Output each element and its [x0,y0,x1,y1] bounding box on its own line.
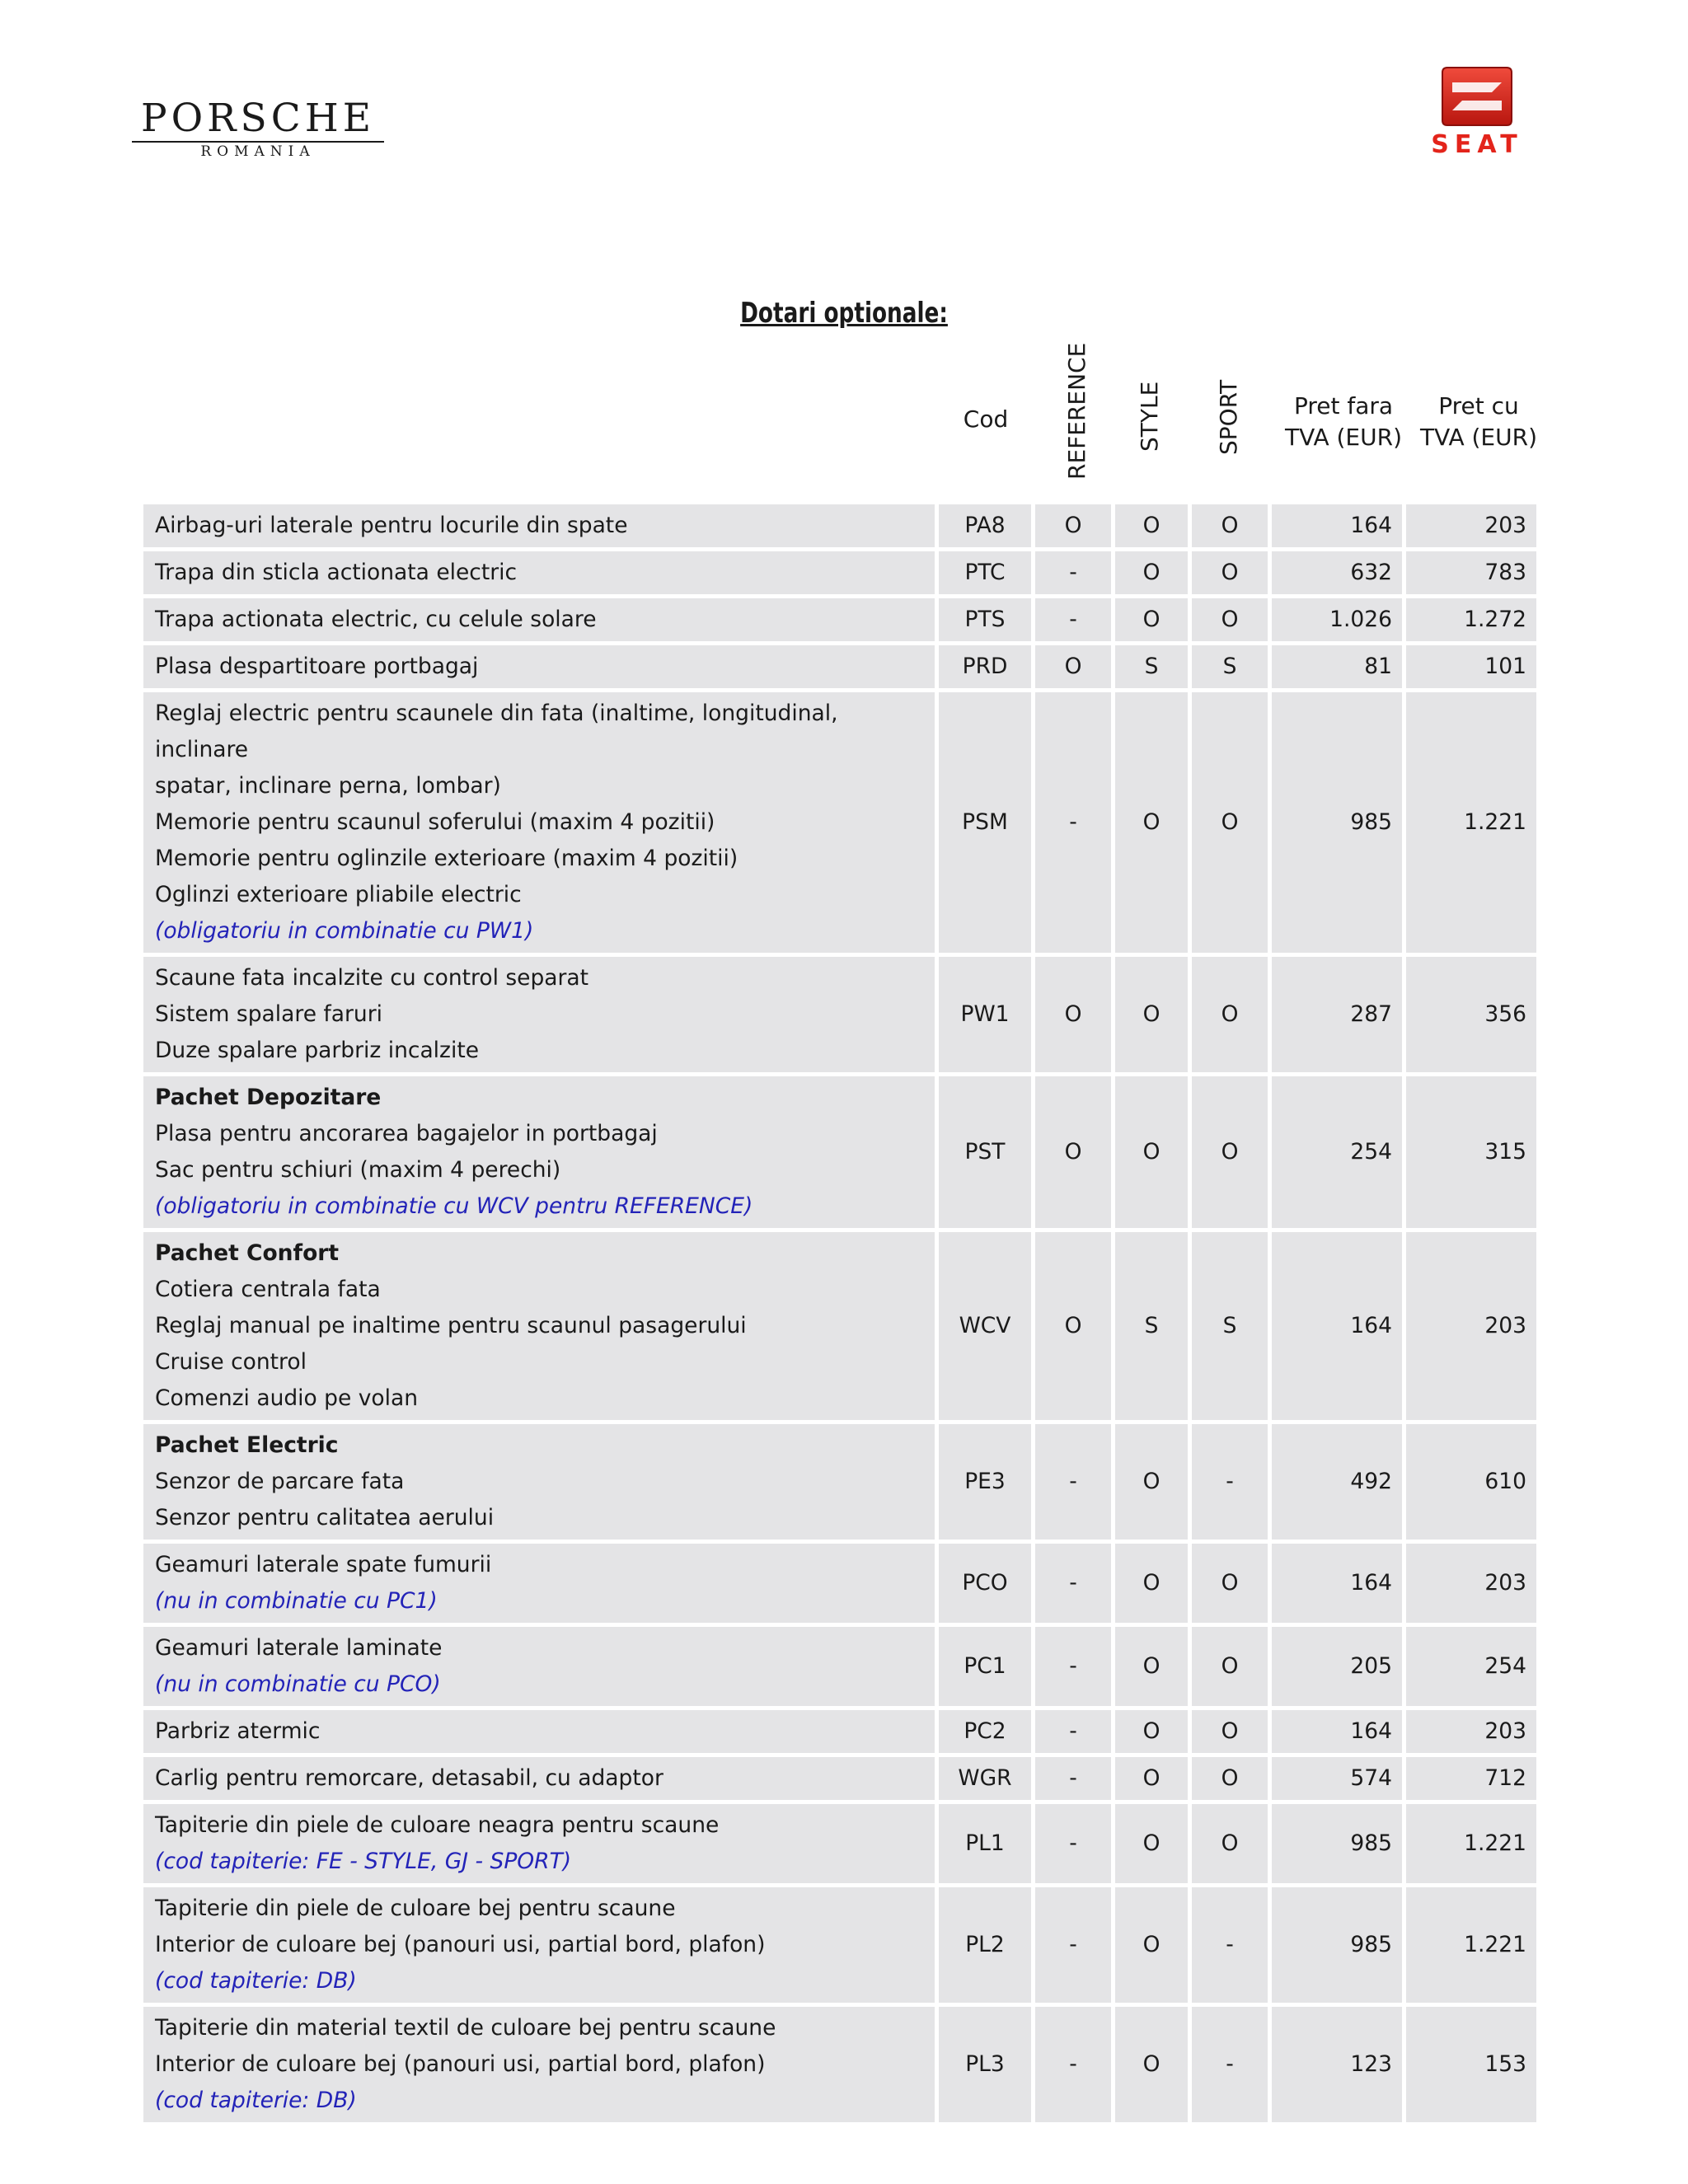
option-code: PRD [939,645,1031,688]
option-line: Interior de culoare bej (panouri usi, partial bord, plafon) [155,2051,766,2077]
option-line: spatar, inclinare perna, lombar) [155,773,501,799]
style-availability: O [1115,1076,1188,1228]
price-with-vat: 153 [1406,2007,1536,2122]
option-line: Carlig pentru remorcare, detasabil, cu adaptor [155,1765,663,1791]
table-row [143,1424,1536,1540]
option-description [143,1544,935,1623]
option-line: Airbag-uri laterale pentru locurile din spate [155,513,628,538]
sport-availability: O [1192,598,1268,641]
price-without-vat: 985 [1272,1804,1402,1883]
option-line: Reglaj manual pe inaltime pentru scaunul pasagerului [155,1313,747,1338]
option-code: WGR [939,1757,1031,1800]
options-table-body [143,504,1536,2122]
option-line: Plasa despartitoare portbagaj [155,654,479,679]
price-with-vat: 1.221 [1406,692,1536,953]
price-without-vat: 574 [1272,1757,1402,1800]
package-title: Pachet Electric [155,1432,339,1458]
price-without-vat: 254 [1272,1076,1402,1228]
option-description [143,957,935,1072]
reference-availability: - [1035,692,1111,953]
option-line: Senzor pentru calitatea aerului [155,1505,495,1530]
option-line: Comenzi audio pe volan [155,1385,419,1411]
column-header-reference: REFERENCE [1063,342,1090,480]
option-code: PL1 [939,1804,1031,1883]
sport-availability: O [1192,504,1268,547]
option-code: PTS [939,598,1031,641]
porsche-logo-sub: ROMANIA [200,143,316,160]
price-without-vat: 1.026 [1272,598,1402,641]
option-line: Oglinzi exterioare pliabile electric [155,882,522,907]
style-availability: O [1115,504,1188,547]
reference-availability: - [1035,1757,1111,1800]
sport-availability: O [1192,1804,1268,1883]
price-with-vat: 203 [1406,1232,1536,1420]
reference-availability: - [1035,1627,1111,1706]
price-with-vat: 315 [1406,1076,1536,1228]
price-without-vat: 985 [1272,692,1402,953]
option-note: (obligatoriu in combinatie cu WCV pentru REFERENCE) [155,1193,753,1219]
option-description [143,645,935,688]
style-availability: S [1115,645,1188,688]
options-table [139,500,1540,2126]
option-description [143,2007,935,2122]
option-line: Memorie pentru scaunul soferului (maxim 4 pozitii) [155,809,715,835]
reference-availability: - [1035,1804,1111,1883]
column-header-pret-cu [1411,391,1546,453]
reference-availability: - [1035,1710,1111,1753]
column-header-style: STYLE [1136,381,1163,452]
price-without-vat: 164 [1272,1232,1402,1420]
option-line: Tapiterie din piele de culoare bej pentru scaune [155,1896,676,1921]
option-line: Trapa actionata electric, cu celule solare [155,607,597,632]
option-description [143,1887,935,2003]
option-line: Senzor de parcare fata [155,1469,405,1494]
sport-availability: S [1192,1232,1268,1420]
sport-availability: O [1192,551,1268,594]
sport-availability: O [1192,692,1268,953]
style-availability: O [1115,1804,1188,1883]
porsche-romania-logo [132,97,384,161]
table-row [143,1757,1536,1800]
option-line: Sistem spalare faruri [155,1001,382,1027]
table-row [143,1887,1536,2003]
price-with-vat: 712 [1406,1757,1536,1800]
price-with-vat: 254 [1406,1627,1536,1706]
style-availability: O [1115,1424,1188,1540]
table-row [143,504,1536,547]
price-with-vat: 203 [1406,1544,1536,1623]
style-availability: O [1115,1887,1188,2003]
style-availability: O [1115,1627,1188,1706]
sport-availability: - [1192,1424,1268,1540]
column-header-pret-fara [1276,391,1411,453]
option-line: Tapiterie din piele de culoare neagra pentru scaune [155,1812,720,1838]
option-description [143,1710,935,1753]
table-row [143,1544,1536,1623]
sport-availability: O [1192,1544,1268,1623]
reference-availability: - [1035,1424,1111,1540]
reference-availability: - [1035,551,1111,594]
porsche-logo-word: PORSCHE [132,97,384,143]
sport-availability: O [1192,1757,1268,1800]
style-availability: S [1115,1232,1188,1420]
column-header-sport: SPORT [1215,379,1242,455]
package-title: Pachet Confort [155,1240,340,1266]
table-row [143,645,1536,688]
style-availability: O [1115,2007,1188,2122]
option-line: Trapa din sticla actionata electric [155,560,518,585]
option-description [143,598,935,641]
reference-availability: - [1035,598,1111,641]
table-row [143,692,1536,953]
seat-logo-word: SEAT [1431,130,1523,159]
price-without-vat: 164 [1272,1544,1402,1623]
price-with-vat: 1.221 [1406,1804,1536,1883]
option-line: Geamuri laterale laminate [155,1635,443,1661]
option-line: Plasa pentru ancorarea bagajelor in portbagaj [155,1121,658,1146]
pret-fara-line-1: Pret fara [1293,392,1394,419]
price-with-vat: 610 [1406,1424,1536,1540]
style-availability: O [1115,1757,1188,1800]
option-line: Duze spalare parbriz incalzite [155,1038,480,1063]
table-row [143,957,1536,1072]
sport-availability: - [1192,2007,1268,2122]
price-with-vat: 203 [1406,504,1536,547]
option-note: (obligatoriu in combinatie cu PW1) [155,918,534,944]
option-code: PA8 [939,504,1031,547]
option-line: Tapiterie din material textil de culoare bej pentru scaune [155,2015,776,2041]
option-description [143,692,935,953]
option-code: PE3 [939,1424,1031,1540]
option-description [143,551,935,594]
price-without-vat: 492 [1272,1424,1402,1540]
reference-availability: O [1035,1232,1111,1420]
page-title: Dotari optionale: [740,297,948,330]
option-code: WCV [939,1232,1031,1420]
style-availability: O [1115,1710,1188,1753]
option-description [143,1424,935,1540]
price-with-vat: 1.221 [1406,1887,1536,2003]
sport-availability: O [1192,1627,1268,1706]
sport-availability: S [1192,645,1268,688]
price-without-vat: 287 [1272,957,1402,1072]
style-availability: O [1115,1544,1188,1623]
price-without-vat: 632 [1272,551,1402,594]
option-note: (nu in combinatie cu PC1) [155,1588,438,1614]
style-availability: O [1115,598,1188,641]
table-row [143,1627,1536,1706]
seat-logo [1411,64,1543,159]
pret-fara-line-2: TVA (EUR) [1284,424,1402,451]
reference-availability: O [1035,504,1111,547]
price-with-vat: 1.272 [1406,598,1536,641]
option-line: Cruise control [155,1349,307,1375]
sport-availability: O [1192,957,1268,1072]
option-note: (cod tapiterie: FE - STYLE, GJ - SPORT) [155,1849,572,1874]
option-line: Sac pentru schiuri (maxim 4 perechi) [155,1157,561,1183]
option-line: Scaune fata incalzite cu control separat [155,965,589,991]
option-description [143,1757,935,1800]
option-note: (nu in combinatie cu PCO) [155,1671,441,1697]
option-code: PST [939,1076,1031,1228]
price-with-vat: 101 [1406,645,1536,688]
option-code: PL2 [939,1887,1031,2003]
price-without-vat: 81 [1272,645,1402,688]
option-code: PTC [939,551,1031,594]
option-description [143,504,935,547]
price-with-vat: 783 [1406,551,1536,594]
table-row [143,1710,1536,1753]
sport-availability: O [1192,1076,1268,1228]
option-description [143,1232,935,1420]
package-title: Pachet Depozitare [155,1085,382,1110]
style-availability: O [1115,692,1188,953]
option-description [143,1804,935,1883]
column-header-cod: Cod [963,405,1009,433]
price-without-vat: 164 [1272,504,1402,547]
option-note: (cod tapiterie: DB) [155,2088,357,2113]
option-line: Interior de culoare bej (panouri usi, partial bord, plafon) [155,1932,766,1957]
reference-availability: - [1035,1544,1111,1623]
option-code: PC2 [939,1710,1031,1753]
seat-emblem-icon [1439,64,1515,129]
style-availability: O [1115,551,1188,594]
table-row [143,1232,1536,1420]
option-line: Parbriz atermic [155,1718,321,1744]
sport-availability: O [1192,1710,1268,1753]
option-line: Geamuri laterale spate fumurii [155,1552,492,1577]
price-without-vat: 205 [1272,1627,1402,1706]
option-note: (cod tapiterie: DB) [155,1968,357,1994]
table-row [143,1076,1536,1228]
option-code: PL3 [939,2007,1031,2122]
option-code: PCO [939,1544,1031,1623]
sport-availability: - [1192,1887,1268,2003]
price-without-vat: 985 [1272,1887,1402,2003]
reference-availability: O [1035,645,1111,688]
option-description [143,1627,935,1706]
pret-cu-line-2: TVA (EUR) [1419,424,1537,451]
pret-cu-line-1: Pret cu [1438,392,1519,419]
price-with-vat: 356 [1406,957,1536,1072]
option-code: PC1 [939,1627,1031,1706]
option-code: PW1 [939,957,1031,1072]
option-line: Memorie pentru oglinzile exterioare (maxim 4 pozitii) [155,846,738,871]
table-row [143,551,1536,594]
option-line: Reglaj electric pentru scaunele din fata (inaltime, longitudinal, inclinare [155,701,838,762]
reference-availability: O [1035,957,1111,1072]
price-without-vat: 164 [1272,1710,1402,1753]
style-availability: O [1115,957,1188,1072]
reference-availability: - [1035,2007,1111,2122]
option-line: Cotiera centrala fata [155,1277,381,1302]
price-without-vat: 123 [1272,2007,1402,2122]
reference-availability: O [1035,1076,1111,1228]
reference-availability: - [1035,1887,1111,2003]
table-row [143,598,1536,641]
option-description [143,1076,935,1228]
table-row [143,1804,1536,1883]
price-with-vat: 203 [1406,1710,1536,1753]
option-code: PSM [939,692,1031,953]
table-row [143,2007,1536,2122]
